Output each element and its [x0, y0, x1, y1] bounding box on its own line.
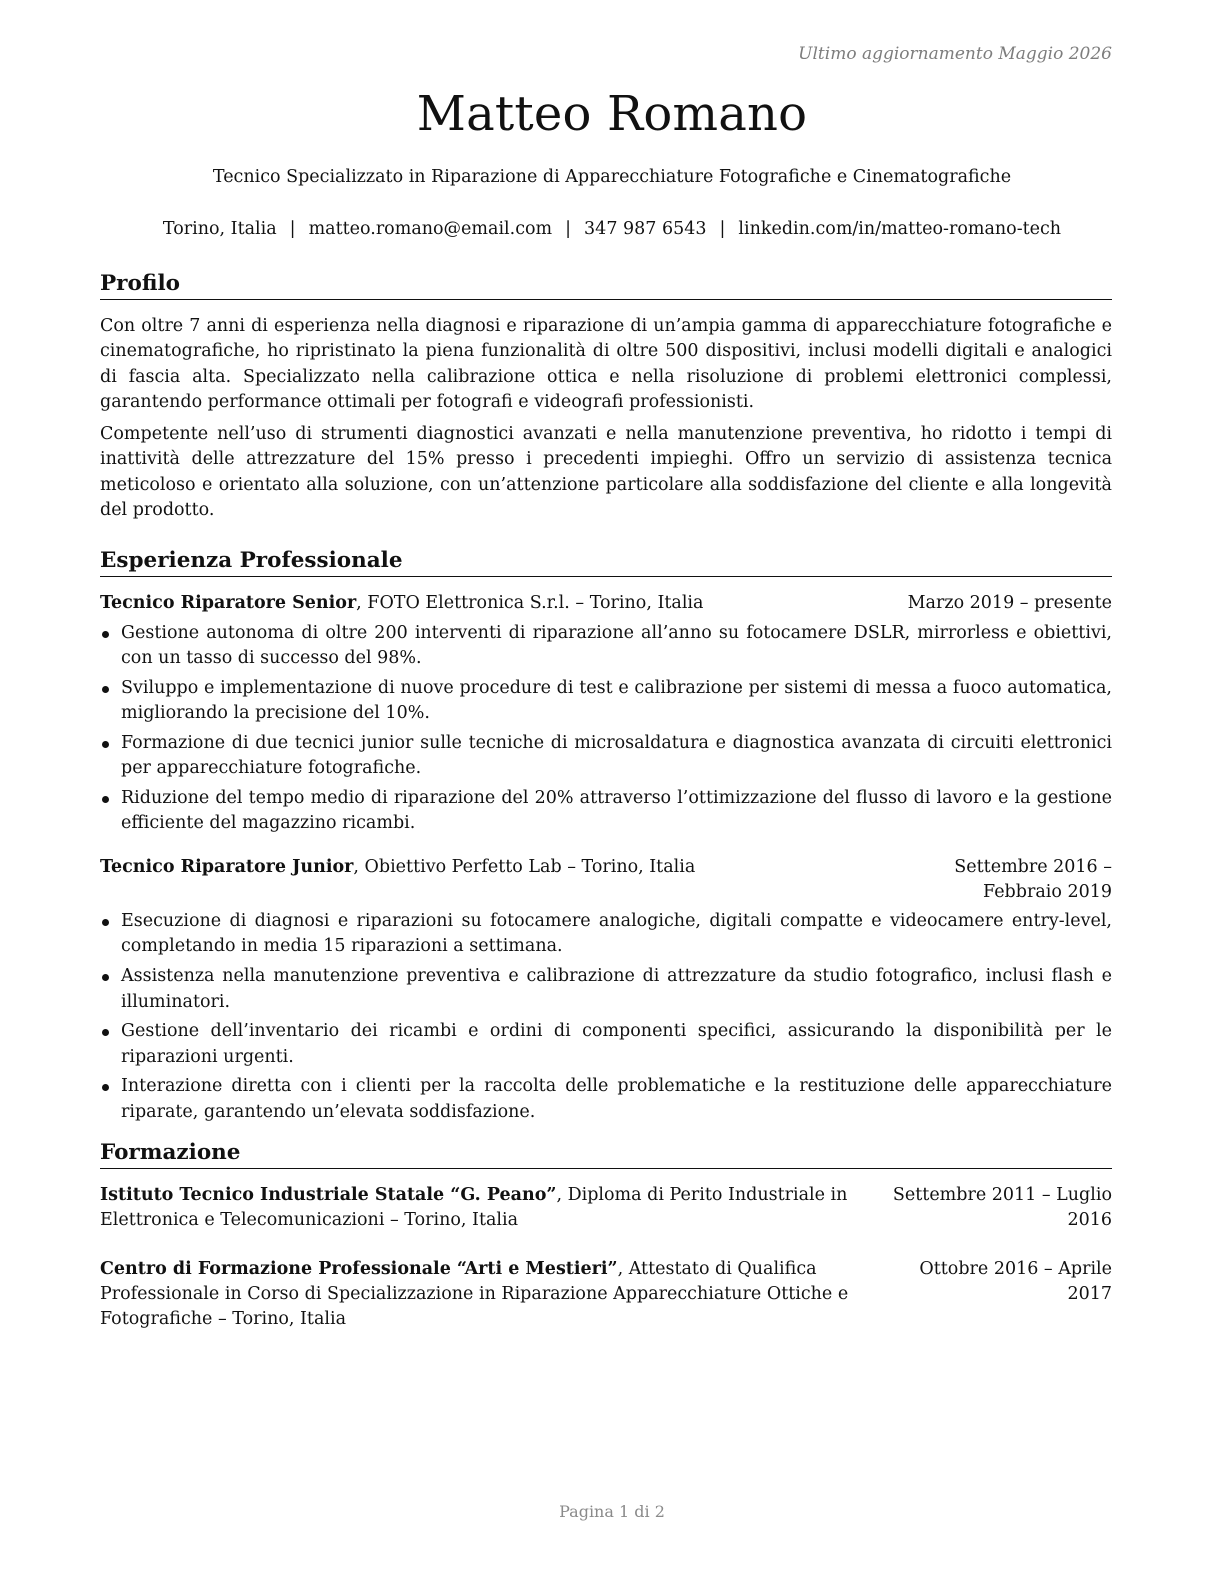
contact-email[interactable]: matteo.romano@email.com [308, 219, 553, 239]
headline: Tecnico Specializzato in Riparazione di Apparecchiature Fotografiche e Cinematografiche [212, 167, 1012, 187]
job-bullet: Riduzione del tempo medio di riparazione del 20% attraverso l’ottimizzazione del flusso di lavoro e la gestione efficiente del magazzino ricambi. [100, 786, 1112, 837]
job-role: Tecnico Riparatore Junior [100, 856, 354, 877]
job-company: , Obiettivo Perfetto Lab – Torino, Italia [353, 856, 696, 877]
section-title-experience: Esperienza Professionale [100, 547, 1112, 577]
education-entry [100, 1257, 1112, 1333]
contact-city: Torino, Italia [162, 219, 277, 239]
section-title-profile: Profilo [100, 270, 1112, 300]
job-bullets [100, 909, 1112, 1125]
education-entry [100, 1183, 1112, 1234]
job-bullet: Formazione di due tecnici junior sulle tecniche di microsaldatura e diagnostica avanzata di circuiti elettronici per apparecchiature fotografiche. [100, 731, 1112, 782]
separator: | [719, 219, 726, 239]
job-company: , FOTO Elettronica S.r.l. – Torino, Italia [356, 593, 704, 614]
education-section [100, 1139, 1112, 1332]
job-bullet: Esecuzione di diagnosi e riparazioni su fotocamere analogiche, digitali compatte e videocamere entry-level, completando in media 15 riparazioni a settimana. [100, 909, 1112, 960]
education-detail: , Diploma di Perito Industriale in Elettronica e Telecomunicazioni – Torino, Italia [100, 1185, 848, 1231]
profile-paragraph: Competente nell’uso di strumenti diagnostici avanzati e nella manutenzione preventiva, ho ridotto i tempi di inattività delle attrezzature del 15% presso i precedenti impieghi. Offro un servizio di assistenza tecnica meticoloso e orientato alla soluzione, con un’attenzione particolare alla soddisfazione del cliente e alla longevità del prodotto. [100, 424, 1112, 521]
job-bullet: Sviluppo e implementazione di nuove procedure di test e calibrazione per sistemi di messa a fuoco automatica, migliorando la precisione del 10%. [100, 676, 1112, 727]
education-detail: , Attestato di Qualifica Professionale in Corso di Specializzazione in Riparazione Apparecchiature Ottiche e Fotografiche – Torino, Italia [100, 1258, 849, 1330]
job-header [100, 855, 1112, 906]
job-bullet: Gestione autonoma di oltre 200 interventi di riparazione all’anno su fotocamere DSLR, mirrorless e obiettivi, con un tasso di successo del 98%. [100, 621, 1112, 672]
job-title-line [100, 591, 908, 616]
separator: | [289, 219, 296, 239]
separator: | [565, 219, 572, 239]
job-bullet: Assistenza nella manutenzione preventiva e calibrazione di attrezzature da studio fotografico, inclusi flash e illuminatori. [100, 964, 1112, 1015]
job-dates: Marzo 2019 – presente [907, 593, 1112, 614]
job-entry [100, 591, 1112, 836]
education-school: Centro di Formazione Professionale “Arti e Mestieri” [100, 1258, 618, 1279]
job-role: Tecnico Riparatore Senior [100, 593, 357, 614]
job-title-line [100, 855, 872, 906]
last-updated: Ultimo aggiornamento Maggio 2026 [798, 44, 1112, 64]
profile-paragraph: Con oltre 7 anni di esperienza nella diagnosi e riparazione di un’ampia gamma di apparecchiature fotografiche e cinematografiche, ho ripristinato la piena funzionalità di oltre 500 dispositivi, inclusi modelli digitali e analogici di fascia alta. Specializzato nella calibrazione ottica e nella risoluzione di problemi elettronici complessi, garantendo performance ottimali per fotografi e videografi professionisti. [100, 316, 1112, 412]
job-bullet: Interazione diretta con i clienti per la raccolta delle problematiche e la restituzione delle apparecchiature riparate, garantendo un’elevata soddisfazione. [100, 1074, 1112, 1125]
contact-linkedin[interactable]: linkedin.com/in/matteo-romano-tech [738, 219, 1062, 239]
contact-line [0, 219, 1224, 239]
job-entry [100, 855, 1112, 1125]
experience-section [100, 547, 1112, 1125]
page-number: Pagina 1 di 2 [559, 1502, 665, 1521]
education-description [100, 1183, 870, 1234]
education-dates: Settembre 2011 – Luglio 2016 [892, 1185, 1112, 1231]
job-bullet: Gestione dell’inventario dei ricambi e ordini di componenti specifici, assicurando la disponibilità per le riparazioni urgenti. [100, 1019, 1112, 1070]
job-header [100, 591, 1112, 616]
job-dates: Settembre 2016 – Febbraio 2019 [954, 856, 1112, 902]
job-bullets [100, 621, 1112, 837]
education-dates: Ottobre 2016 – Aprile 2017 [919, 1258, 1112, 1304]
resume-body [100, 270, 1112, 1333]
profile-section [100, 270, 1112, 523]
candidate-name: Matteo Romano [416, 86, 808, 142]
section-title-education: Formazione [100, 1139, 1112, 1169]
education-school: Istituto Tecnico Industriale Statale “G. Peano” [100, 1185, 557, 1206]
contact-phone[interactable]: 347 987 6543 [584, 219, 707, 239]
education-description [100, 1257, 875, 1333]
